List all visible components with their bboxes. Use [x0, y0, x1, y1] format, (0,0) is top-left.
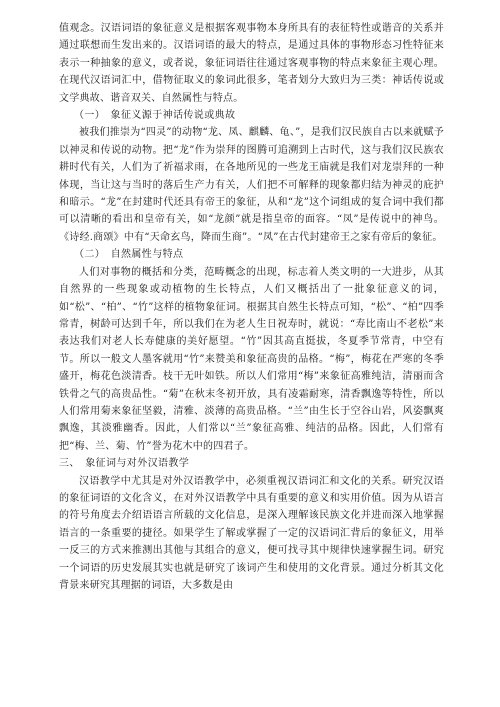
subsection-heading-nature: （二） 自然属性与特点 [74, 249, 184, 261]
subsection-heading-myth: （一） 象征义源于神话传说或典故 [74, 110, 236, 122]
document-page [59, 20, 444, 594]
section-heading-teaching: 三、 象征词与对外汉语教学 [59, 458, 190, 470]
teaching-paragraph: 汉语教学中尤其是对外汉语教学中，必须重视汉语词汇和文化的关系。研究汉语的象征词语的文化含义，在对外汉语教学中具有重要的意义和实用价值。因为从语言的符号角度去介绍语语言所载的文化信息，是深入理解该民族文化并进而深入地掌握语言的一条重要的捷径。如果学生了解或掌握了一定的汉语词汇背后的象征义，用举一反三的方式来推测出其他与其组合的意义，便可找寻其中规律快速掌握生词。研究一个词语的历史发展其实也就是研究了该词产生和使用的文化背景。通过分析其文化背景来研究其理据的词语，大多数是由 [59, 475, 444, 591]
intro-paragraph: 值观念。汉语词语的象征意义是根据客观事物本身所具有的表征特性或谐音的关系并通过联想而生发出来的。汉语词语的最大的特点，是通过具体的事物形态习性特征来表示一种抽象的意义，或者说，象征词语往往通过客观事物的特点来象征主观心理。在现代汉语词汇中，借物征取义的象词此很多，笔者划分大致归为三类：神话传说或文学典故、谐音双关、自然属性与特点。 [59, 23, 444, 104]
nature-paragraph: 人们对事物的概括和分类，范畴概念的出现，标志着人类文明的一大进步，从其自然界的一些现象或动植物的生长特点，人们又概括出了一批象征意义的词，如“松”、“柏”、“竹”这样的植物象征词。根据其自然生长特点可知，“松”、“柏”四季常青，树龄可达到千年，所以我们在为老人生日祝寿时，就说：“寿比南山不老松”来表达我们对老人长寿健康的美好愿望。“竹”因其高直挺拔，冬夏季节常青，中空有节。所以一般文人墨客就用“竹”来赞美和象征高贵的品格。“梅”，梅花在严寒的冬季盛开，梅花色淡清香。枝干无叶如铁。所以人们常用“梅”来象征高雅纯洁，清丽而含铁骨之气的高贵品性。“菊”在秋末冬初开放，具有凌霜耐寒，清香飘逸等特性，所以人们常用菊来象征坚毅，清雅、淡薄的高贵品格。“兰”由生长于空谷山岩，风姿飘爽飘逸，其淡雅幽香。因此，人们常以“兰”象征高雅、纯洁的品格。因此，人们常有把“梅、兰、菊、竹”誉为花木中的四君子。 [59, 266, 444, 452]
myth-paragraph: 被我们推崇为“四灵”的动物“龙、凤、麒麟、龟、”，是我们汉民族自古以来就赋予以神灵和传说的动物。把“龙”作为崇拜的图腾可追溯到上古时代，这与我们汉民族农耕时代有关，人们为了祈福求雨，在各地所见的一些龙王庙就是我们对龙崇拜的一种体现，当让这与当时的落后生产力有关，人们把不可解释的现象都归结为神灵的庇护和暗示。“龙”在封建时代还具有帝王的象征，从和“龙”这个词组成的复合词中我们都可以清晰的看出和皇帝有关，如“龙颜”就是指皇帝的面容。“凤”是传说中的神鸟。《诗经.商颂》中有“天命玄鸟，降而生商”。“凤”在古代封建帝王之家有帝后的象征。 [59, 127, 444, 243]
